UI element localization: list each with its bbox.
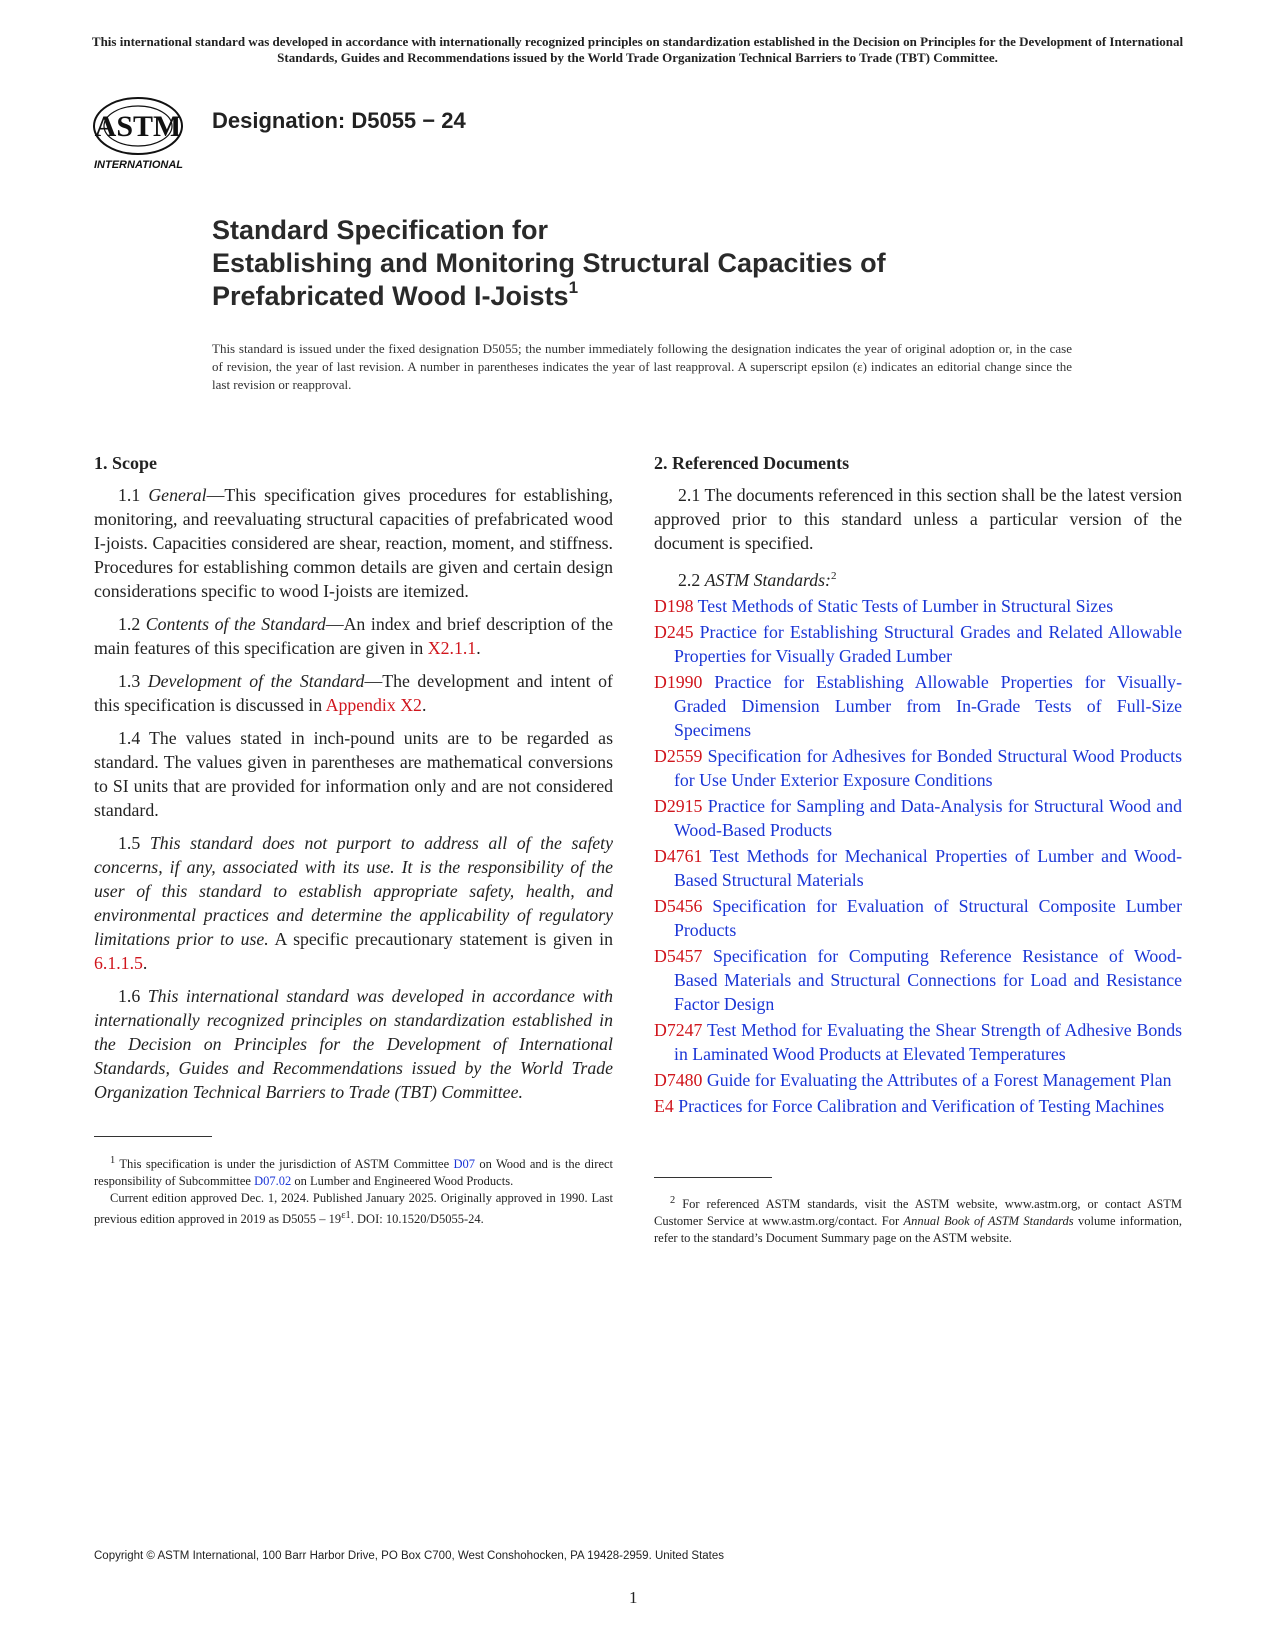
link-committee-d07[interactable]: D07 <box>453 1157 476 1172</box>
reference-title-link[interactable]: Practices for Force Calibration and Verification of Testing Machines <box>678 1095 1165 1116</box>
reference-title-link[interactable]: Practice for Establishing Structural Grades and Related Allowable Properties for Visually Graded Lumber <box>674 621 1182 666</box>
reference-title-link[interactable]: Practice for Establishing Allowable Properties for Visually-Graded Dimension Lumber from In-Grade Tests of Full-Size Specimens <box>674 671 1182 740</box>
reference-list <box>654 594 1182 1118</box>
reference-code-link[interactable]: D5457 <box>654 945 703 966</box>
reference-code-link[interactable]: D7480 <box>654 1069 703 1090</box>
reference-title-link[interactable]: Test Methods for Mechanical Properties of Lumber and Wood-Based Structural Materials <box>674 845 1182 890</box>
reference-item <box>654 670 1182 742</box>
referenced-2-2: 2.2 ASTM Standards:$^2$ <box>678 569 837 590</box>
reference-item <box>654 794 1182 842</box>
reference-item <box>654 594 1182 618</box>
reference-item <box>654 1094 1182 1118</box>
scope-section <box>94 451 613 1113</box>
title-line-2: Establishing and Monitoring Structural Capacities of <box>212 248 886 278</box>
title-footnote-marker: 1 <box>568 278 579 297</box>
reference-code-link[interactable]: D2559 <box>654 745 703 766</box>
astm-logo <box>92 90 192 172</box>
reference-code-link[interactable]: D198 <box>654 595 694 616</box>
scope-1-3: 1.3 Development of the Standard—The development and intent of this specification is discussed in Appendix X2. <box>94 671 613 715</box>
reference-title-link[interactable]: Test Methods of Static Tests of Lumber in Structural Sizes <box>697 595 1114 616</box>
reference-item <box>654 1068 1182 1092</box>
scope-heading: 1. Scope <box>94 453 157 473</box>
reference-code-link[interactable]: D5456 <box>654 895 703 916</box>
reference-code-link[interactable]: E4 <box>654 1095 674 1116</box>
scope-1-6: 1.6 This international standard was developed in accordance with internationally recognized principles on standardization established in the Decision on Principles for the Development of International Standards, Guides and Recommendations issued by the World Trade Organization Technical Barriers to Trade (TBT) Committee. <box>94 986 613 1102</box>
top-notice: This international standard was developed in accordance with internationally recognized principles on standardization established in the Decision on Principles for the Development of International Standards, Guides and Recommendations issued by the World Trade Organization Technical Barriers to Trade (TBT) Committee. <box>91 34 1184 65</box>
reference-item <box>654 620 1182 668</box>
reference-title-link[interactable]: Specification for Adhesives for Bonded Structural Wood Products for Use Under Exterior Exposure Conditions <box>674 745 1182 790</box>
footnote-2: $^2$ For referenced ASTM standards, visit the ASTM website, www.astm.org, or contact ASTM Customer Service at www.astm.org/contact. For Annual Book of ASTM Standards volume information, refer to the standard’s Document Summary page on the ASTM website. <box>654 1195 1183 1246</box>
designation: Designation: D5055 − 24 <box>212 108 466 133</box>
link-6-1-1-5[interactable]: 6.1.1.5 <box>94 953 143 973</box>
referenced-2-1: 2.1 The documents referenced in this section shall be the latest version approved prior to this standard unless a particular version of the document is specified. <box>654 485 1182 553</box>
footnote-rule-2 <box>654 1177 772 1178</box>
scope-1-1: 1.1 General—This specification gives procedures for establishing, monitoring, and reevaluating structural capacities of prefabricated wood I-joists. Capacities considered are shear, reaction, moment, and stiffness. Procedures for establishing common details are given and certain design considerations specific to wood I-joists are itemized. <box>94 485 614 601</box>
reference-code-link[interactable]: D4761 <box>654 845 703 866</box>
reference-item <box>654 1018 1182 1066</box>
reference-title-link[interactable]: Guide for Evaluating the Attributes of a Forest Management Plan <box>706 1069 1172 1090</box>
title-line-3: Prefabricated Wood I-Joists <box>212 281 569 311</box>
link-appendix-x2[interactable]: Appendix X2 <box>325 695 422 715</box>
footnote-1: $^1$ This specification is under the jurisdiction of ASTM Committee D07 on Wood and is the direct responsibility of Subcommittee D07.02 on Lumber and Engineered Wood Products. Current edition approved Dec. 1, 2024. Published January 2025. Originally approved in 1990. Last previous edition approved in 2019 as $D5055 - 19^{\varepsilon 1}$. DOI: 10.1520/D5055-24. <box>94 1155 614 1227</box>
scope-1-4: 1.4 The values stated in inch-pound units are to be regarded as standard. The values given in parentheses are mathematical conversions to SI units that are provided for information only and are not considered standard. <box>94 728 613 820</box>
reference-item <box>654 894 1182 942</box>
reference-code-link[interactable]: D7247 <box>654 1019 703 1040</box>
reference-title-link[interactable]: Specification for Evaluation of Structural Composite Lumber Products <box>674 895 1182 940</box>
reference-code-link[interactable]: D2915 <box>654 795 703 816</box>
scope-1-2: 1.2 Contents of the Standard—An index and brief description of the main features of this specification are given in X2.1.1. <box>94 614 613 658</box>
footnote-rule-1 <box>94 1136 212 1137</box>
reference-title-link[interactable]: Specification for Computing Reference Resistance of Wood-Based Materials and Structural Connections for Load and Resistance Factor Design <box>674 945 1182 1014</box>
scope-1-5: 1.5 This standard does not purport to address all of the safety concerns, if any, associated with its use. It is the responsibility of the user of this standard to establish appropriate safety, health, and environmental practices and determine the applicability of regulatory limitations prior to use. A specific precautionary statement is given in 6.1.1.5. <box>94 833 614 973</box>
reference-code-link[interactable]: D245 <box>654 621 694 642</box>
issue-note: This standard is issued under the fixed designation D5055; the number immediately following the designation indicates the year of original adoption or, in the case of revision, the year of last revision. A number in parentheses indicates the year of last reapproval. A superscript epsilon (ε) indicates an editorial change since the last revision or reapproval. <box>212 341 1072 392</box>
referenced-heading: 2. Referenced Documents <box>654 453 850 473</box>
referenced-documents-section <box>654 451 1182 1120</box>
reference-code-link[interactable]: D1990 <box>654 671 703 692</box>
copyright-line: Copyright © ASTM International, 100 Barr Harbor Drive, PO Box C700, West Conshohocken, PA 19428-2959. United States <box>94 1550 725 1562</box>
logo-subtext: INTERNATIONAL <box>94 159 184 171</box>
link-subcommittee-d07-02[interactable]: D07.02 <box>254 1174 292 1189</box>
reference-item <box>654 744 1182 792</box>
reference-item <box>654 844 1182 892</box>
link-x2-1-1[interactable]: X2.1.1 <box>427 638 477 658</box>
reference-title-link[interactable]: Practice for Sampling and Data-Analysis for Structural Wood and Wood-Based Products <box>674 795 1182 840</box>
reference-title-link[interactable]: Test Method for Evaluating the Shear Strength of Adhesive Bonds in Laminated Wood Products at Elevated Temperatures <box>674 1019 1183 1064</box>
title-line-1: Standard Specification for <box>212 215 549 245</box>
page-number: 1 <box>629 1588 638 1607</box>
logo-text: ASTM <box>94 110 182 143</box>
reference-item <box>654 944 1182 1016</box>
document-title <box>212 214 1112 313</box>
